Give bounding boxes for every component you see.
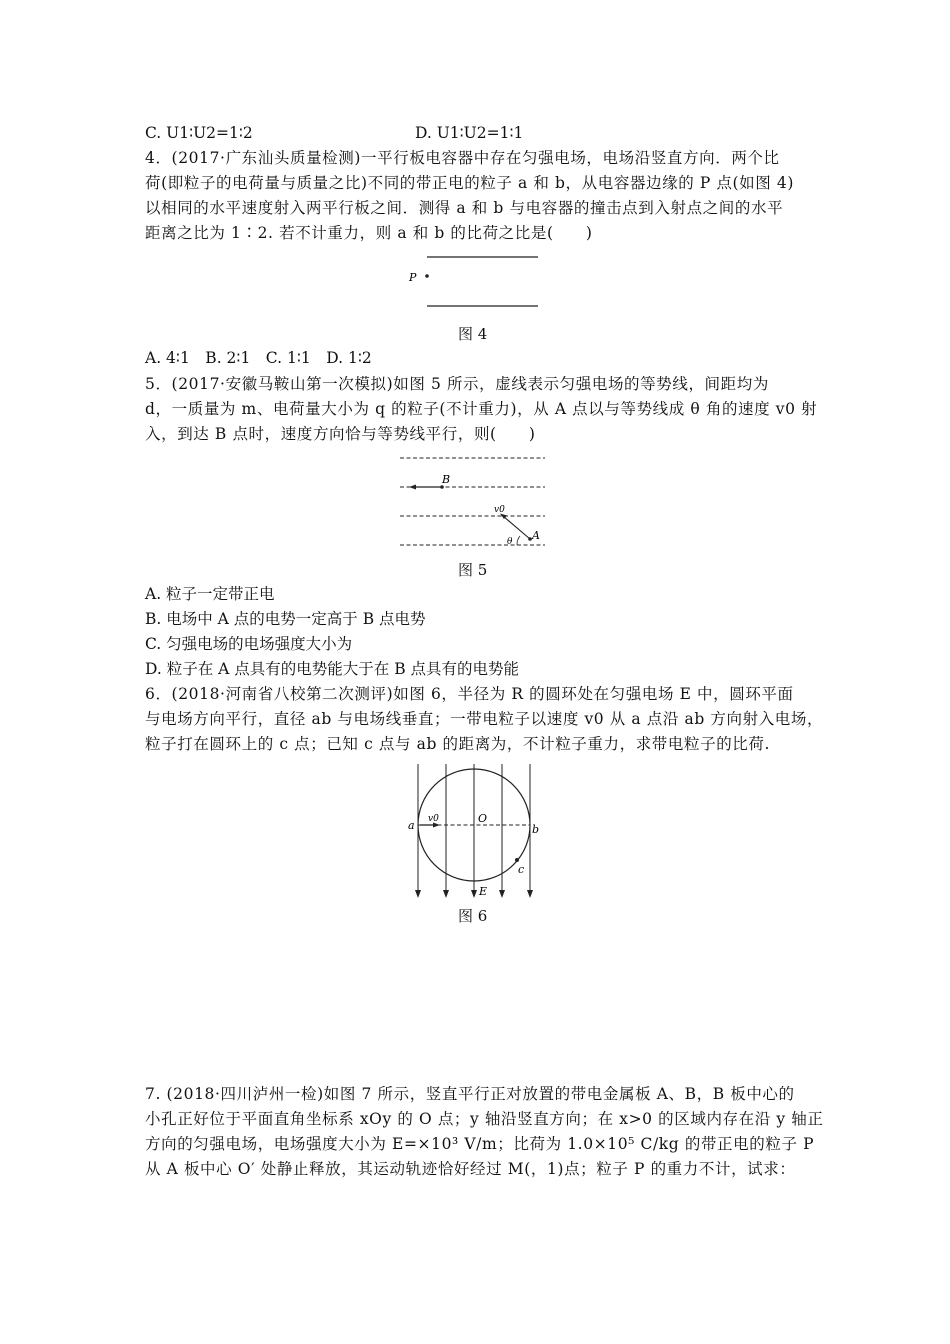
point-c-dot	[515, 858, 519, 862]
q3-option-c: C. U1∶U2=1∶2	[145, 124, 253, 142]
q4-text-line: 距离之比为 1∶2. 若不计重力，则 a 和 b 的比荷之比是( )	[145, 224, 593, 242]
field-arrowhead	[443, 890, 449, 898]
q4-text-line: 4．(2017·广东汕头质量检测)一平行板电容器中存在匀强电场，电场沿竖直方向．两个比	[145, 149, 780, 167]
field-arrowhead	[471, 890, 477, 898]
q7-text-line: 方向的匀强电场，电场强度大小为 E=×10³ V/m；比荷为 1.0×10⁵ C/kg 的带正电的粒子 P	[145, 1135, 815, 1153]
q5-text-line: 入，到达 B 点时，速度方向恰与等势线平行，则( )	[145, 425, 536, 443]
field-arrowhead	[499, 890, 505, 898]
q4-options: A. 4∶1 B. 2∶1 C. 1∶1 D. 1∶2	[145, 349, 372, 367]
q5-option-b: B. 电场中 A 点的电势一定高于 B 点电势	[145, 610, 426, 628]
q7-text-line: 从 A 板中心 O′ 处静止释放，其运动轨迹恰好经过 M(，1)点；粒子 P 的重力不计，试求：	[145, 1160, 796, 1178]
theta-arc	[517, 536, 520, 545]
initial-velocity	[503, 516, 530, 539]
q6-text-line: 6．(2018·河南省八校第二次测评)如图 6，半径为 R 的圆环处在匀强电场 E 中，圆环平面	[145, 685, 794, 703]
q4-text-line: 荷(即粒子的电荷量与质量之比)不同的带正电的粒子 a 和 b，从电容器边缘的 P 点(如图 4)	[145, 174, 795, 192]
label-b: b	[532, 823, 540, 836]
figure-6-caption: 图 6	[458, 907, 488, 925]
point-a-label: A	[532, 529, 540, 542]
figure-4-capacitor	[400, 250, 550, 310]
label-a: a	[408, 819, 415, 832]
q4-text-line: 以相同的水平速度射入两平行板之间．测得 a 和 b 与电容器的撞击点到入射点之间的水平	[145, 199, 784, 217]
figure-5-caption: 图 5	[458, 561, 488, 579]
arrowhead-b	[409, 485, 416, 490]
figure-5-equipotential	[395, 450, 555, 555]
q7-text-line: 小孔正好位于平面直角坐标系 xOy 的 O 点；y 轴沿竖直方向；在 x>0 的区域内存在沿 y 轴正	[145, 1110, 824, 1128]
theta-label: θ	[507, 537, 513, 547]
q3-option-d: D. U1∶U2=1∶1	[415, 124, 524, 142]
field-arrowhead	[415, 890, 421, 898]
q5-text-line: 5．(2017·安徽马鞍山第一次模拟)如图 5 所示，虚线表示匀强电场的等势线，间距均为	[145, 375, 769, 393]
label-e: E	[479, 885, 488, 898]
point-b-label: B	[442, 473, 451, 486]
label-c: c	[518, 863, 525, 876]
q7-text-line: 7. (2018·四川泸州一检)如图 7 所示，竖直平行正对放置的带电金属板 A、B，B 板中心的	[145, 1085, 795, 1103]
label-o: O	[478, 812, 488, 825]
q5-option-d: D. 粒子在 A 点具有的电势能大于在 B 点具有的电势能	[145, 660, 520, 678]
q6-text-line: 与电场方向平行，直径 ab 与电场线垂直；一带电粒子以速度 v0 从 a 点沿 ab 方向射入电场，	[145, 710, 824, 728]
q5-option-c: C. 匀强电场的电场强度大小为	[145, 635, 353, 653]
point-p-dot	[425, 274, 429, 278]
q5-text-line: d，一质量为 m、电荷量大小为 q 的粒子(不计重力)，从 A 点以与等势线成 θ 角的速度 v0 射	[145, 400, 818, 418]
figure-6-ring-in-field	[400, 760, 560, 905]
q5-option-a: A. 粒子一定带正电	[145, 585, 275, 603]
field-arrowhead	[527, 890, 533, 898]
q6-text-line: 粒子打在圆环上的 c 点；已知 c 点与 ab 的距离为，不计粒子重力，求带电粒子的比荷.	[145, 735, 771, 753]
point-p-label: P	[409, 271, 417, 284]
label-v0: v0	[428, 814, 439, 824]
figure-4-caption: 图 4	[458, 325, 488, 343]
v0-label: v0	[494, 505, 505, 515]
